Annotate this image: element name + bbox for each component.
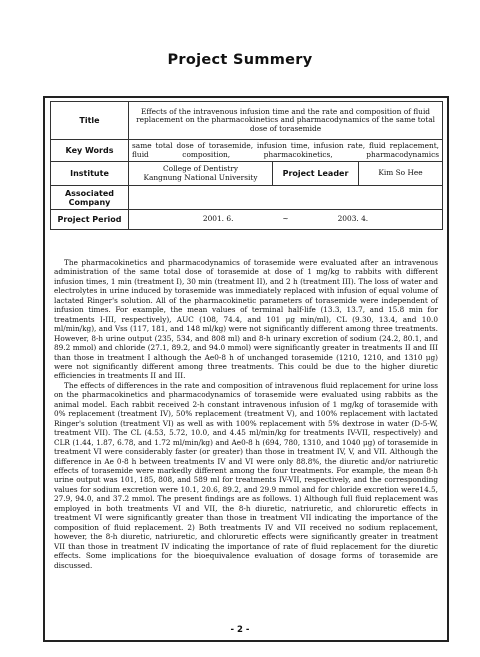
page-title: Project Summery — [167, 52, 313, 68]
institute-line-2: Kangnung National University — [143, 172, 258, 182]
associated-value — [129, 186, 443, 210]
title-value: Effects of the intravenous infusion time and the rate and composition of fluid replacement on the pharmacokinetics and pharmacodynamics of the same total dose of torasemide — [129, 102, 443, 140]
period-label: Project Period — [51, 210, 129, 230]
keywords-label: Key Words — [51, 140, 129, 162]
institute-label: Institute — [51, 162, 129, 186]
associated-label: Associated Company — [51, 186, 129, 210]
project-info-table — [50, 101, 443, 230]
leader-label: Project Leader — [273, 162, 359, 186]
period-start: 2001. 6. — [202, 214, 234, 224]
abstract-paragraph-2: The effects of differences in the rate and composition of intravenous fluid replacement for urine loss on the pharmacokinetics and pharmacodynamics of torasemide were evaluated using rabbits as the animal model. Each rabbit received 2-h constant intravenous infusion of 1 mg/kg of torasemide with 0% replacement (treatment IV), 50% replacement (treatment V), and 100% replacement with lactated Ringer's solution (treatment VI) as well as with 100% replacement with 5% dextrose in water (D-5-W, treatment VII). The CL (4.53, 5.72, 10.0, and 4.45 ml/min/kg for treatments IV-VII, respectively) and CLR (1.44, 1.87, 6.78, and 1.72 ml/min/kg) and Ae0-8 h (694, 780, 1310, and 1040 μg) of torasemide in treatment VI were considerably faster (or greater) than those in treatment IV, V, and VII. Although the difference in Ae 0-8 h between treatments IV and VI were only 88.8%, the diuretic and/or natriuretic effects of torasemide were markedly different among the four treatments. For example, the mean 8-h urine output was 101, 185, 808, and 589 ml for treatments IV-VII, respectively, and the corresponding values for sodium excretion were 10.1, 20.6, 89.2, and 29.9 mmol and for chloride excretion were14.5, 27.9, 94.0, and 37.2 mmol. The present findings are as follows. 1) Although full fluid replacement was employed in both treatments VI and VII, the 8-h diuretic, natriuretic, and chloruretic effects in treatment VI were significantly greater than those in treatment VII indicating the importance of the composition of fluid replacement. 2) Both treatments IV and VII received no sodium replacement, however, the 8-h diuretic, natriuretic, and chloruretic effects were significantly greater in treatment VII than those in treatment IV indicating the importance of rate of fluid replacement for the diuretic effects. Some implications for the bioequivalence evaluation of dosage forms of torasemide are discussed. — [54, 380, 438, 570]
abstract-paragraph-1: The pharmacokinetics and pharmacodynamics of torasemide were evaluated after an intravenous administration of the same total dose of torasemide at dose of 1 mg/kg to rabbits with different infusion times, 1 min (treatment I), 30 min (treatment II), and 2 h (treatment III). The loss of water and electrolytes in urine induced by torasemide was immediately replaced with infusion of equal volume of lactated Ringer's solution. All of the pharmacokinetic parameters of torasemide were independent of infusion times. For example, the mean values of terminal half-life (13.3, 13.7, and 15.8 min for treatments I-III, respectively), AUC (108, 74.4, and 101 μg min/ml), CL (9.30, 13.4, and 10.0 ml/min/kg), and Vss (117, 181, and 148 ml/kg) were not significantly different among three treatments. However, 8-h urine output (235, 534, and 808 ml) and 8-h urinary excretion of sodium (24.2, 80.1, and 89.2 mmol) and chloride (27.1, 89.2, and 94.0 mmol) were significantly greater in treatments II and III than those in treatment I although the Ae0-8 h of unchanged torasemide (1210, 1210, and 1310 μg) were not significantly different among three treatments. This could be due to the higher diuretic efficiencies in treatments II and III. — [54, 258, 438, 381]
keywords-row — [51, 140, 443, 162]
period-separator: ~ — [282, 214, 289, 224]
associated-row — [51, 186, 443, 210]
period-end: 2003. 4. — [337, 214, 369, 224]
institute-line-1: College of Dentistry — [162, 164, 239, 174]
leader-value: Kim So Hee — [359, 162, 443, 186]
institute-value — [129, 162, 273, 186]
institute-row — [51, 162, 443, 186]
keywords-value: same total dose of torasemide, infusion time, infusion rate, fluid replacement, fluid composition, pharmacokinetics, pharmacodynamics — [129, 140, 443, 162]
period-value — [129, 210, 443, 230]
page-number: - 2 - — [230, 625, 250, 635]
abstract-body — [54, 258, 438, 570]
period-row — [51, 210, 443, 230]
title-label: Title — [51, 102, 129, 140]
title-row — [51, 102, 443, 140]
